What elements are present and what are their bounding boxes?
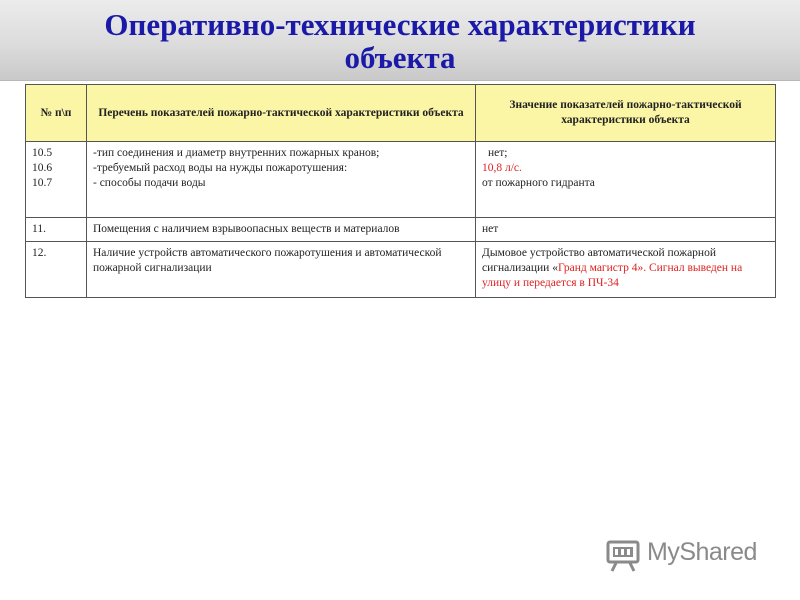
row-description-cell xyxy=(87,218,476,242)
row-number-cell xyxy=(26,218,87,242)
characteristics-table xyxy=(25,84,776,298)
row-description: -тип соединения и диаметр внутренних пожарных кранов; xyxy=(93,147,380,159)
row-description: Наличие устройств автоматического пожаротушения и автоматической пожарной сигнализации xyxy=(93,247,442,274)
row-value: Дымовое устройство автоматической пожарной сигнализации « xyxy=(482,247,716,274)
row-number: 12. xyxy=(32,247,47,259)
row-value-highlight: 10,8 л/с. xyxy=(482,162,522,174)
row-number-cell xyxy=(26,242,87,298)
row-description-cell xyxy=(87,142,476,218)
watermark-logo xyxy=(605,536,775,572)
row-value-highlight: Гранд магистр 4». Сигнал выведен на улицу и передается в ПЧ-34 xyxy=(482,262,743,289)
row-number-cell xyxy=(26,142,87,218)
table-header-row xyxy=(26,85,776,142)
row-value-cell xyxy=(476,242,776,298)
row-description: Помещения с наличием взрывоопасных веществ и материалов xyxy=(93,223,400,235)
row-value: нет xyxy=(482,223,499,235)
slide-title-line-2: объекта xyxy=(344,40,456,75)
header-indicator-list: Перечень показателей пожарно-тактической характеристики объекта xyxy=(87,85,476,142)
row-value-cell xyxy=(476,142,776,218)
row-number: 10.7 xyxy=(32,177,53,189)
row-number: 10.5 xyxy=(32,147,53,159)
row-description-cell xyxy=(87,242,476,298)
presentation-board-icon xyxy=(605,536,641,572)
slide-title xyxy=(0,8,800,74)
header-number: № п\п xyxy=(26,85,87,142)
table-row xyxy=(26,218,776,242)
slide-title-line-1: Оперативно-технические характеристики xyxy=(104,7,696,42)
row-description: -требуемый расход воды на нужды пожаротушения: xyxy=(93,162,348,174)
table-row xyxy=(26,242,776,298)
table-row xyxy=(26,142,776,218)
row-number: 11. xyxy=(32,223,46,235)
watermark-text: MyShared xyxy=(647,538,757,566)
row-value-cell xyxy=(476,218,776,242)
header-indicator-value: Значение показателей пожарно-тактической характеристики объекта xyxy=(476,85,776,142)
row-value: нет; xyxy=(488,147,508,159)
row-description: - способы подачи воды xyxy=(93,177,206,189)
row-value: от пожарного гидранта xyxy=(482,177,595,189)
row-number: 10.6 xyxy=(32,162,53,174)
